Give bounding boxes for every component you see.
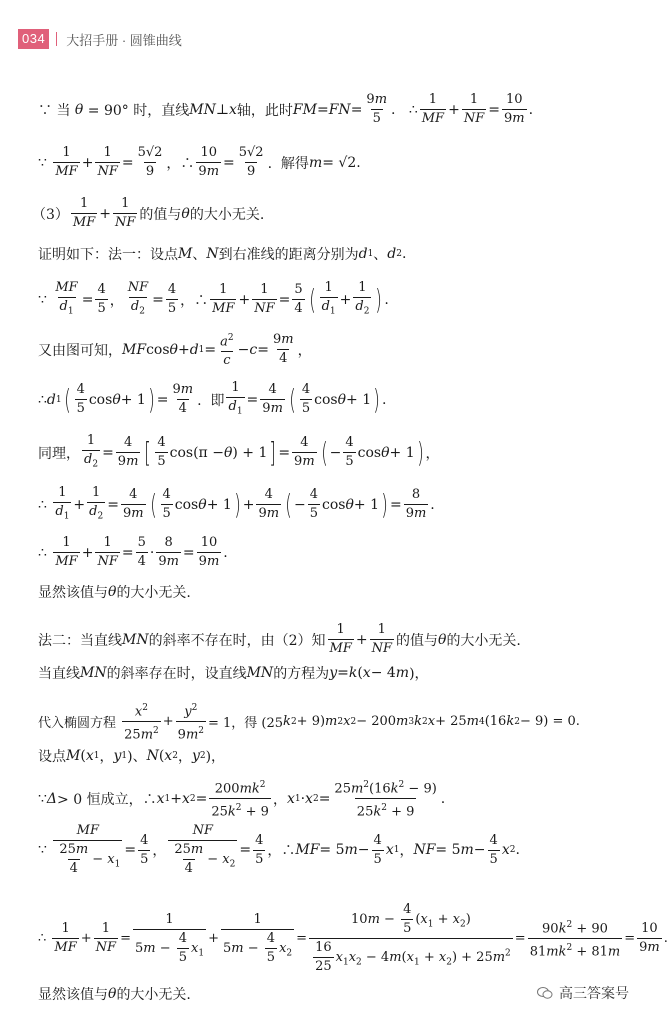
line-8: 同理， 1 $d_2$ = 4 9m [ 4 5 cos(π − θ ) + 1 ] = 4 9m ( − 4 5 cos θ + 1 ) ， (38, 433, 440, 473)
line-3: （3） 1 MF + 1 NF 的值与 θ 的大小无关. (32, 196, 265, 230)
line-7: ∴ d 1 ( 4 5 cos θ + 1 ) = 9m 4 . 即 1 $d_1$ = 4 9m ( 4 5 cos θ + 1 ) . (38, 380, 387, 420)
line-18: ∴ 1 MF + 1 NF = 1 5m − $\frac{4}{5}$ $x_1$ + 1 5m − $\frac{4}{5}$ $x_2$ = 10m − $\frac{4}{5}$ $(x_1 + x_2)$ $\frac{16}{25}$ $x_1x_2 - 4m(x_1 + x_2) + 25m^2$ = $90k^2 + 90$ $81mk^2 + 81m$ = 10 9m . (38, 902, 668, 974)
line-16: ∵ Δ > 0 恒成立，∴ x 1 + x 2 = $200mk^2$ $25k^2 + 9$ ， x 1 · x 2 = $25m^2(16k^2 - 9)$ $25k^2 + 9$ . (38, 780, 446, 820)
line-17: ∵ MF $\frac{25m}{4}$ − $x_1$ = 4 5 ， NF $\frac{25m}{4}$ − $x_2$ = 4 5 ，∴ MF = 5 m − 4 5 x 1 ， NF = 5 m − 4 5 x 2 . (38, 823, 520, 876)
line-13: 当直线 MN 的斜率存在时，设直线 MN 的方程为 y = k ( x − 4 m )， (38, 665, 429, 682)
line-4: 证明如下：法一：设点 M 、 N 到右准线的距离分别为 d 1 、 d 2 . (38, 246, 407, 263)
line-2: ∵ 1 MF + 1 NF = 5√2 9 ，∴ 10 9m = 5√2 9 . 解得 m = √2. (38, 145, 361, 179)
header-divider (56, 32, 57, 46)
line-1: ∵ 当 θ = 90° 时，直线 MN ⊥ x 轴，此时 FM = FN = 9m 5 . ∴ 1 MF + 1 NF = 10 9m . (38, 92, 534, 126)
wechat-icon (537, 986, 553, 1000)
line-12: 法二：当直线 MN 的斜率不存在时，由（2）知 1 MF + 1 NF 的值与 θ 的大小无关. (38, 622, 521, 656)
line-19: 显然该值与 θ 的大小无关. (38, 986, 191, 1003)
line-5: ∵ MF $d_1$ = 4 5 ， NF $d_2$ = 4 5 ，∴ 1 MF + 1 NF = 5 4 ( 1 $d_1$ + 1 $d_2$ ) . (38, 280, 389, 320)
page-number: 034 (18, 29, 49, 49)
book-title: 大招手册 · 圆锥曲线 (66, 32, 182, 48)
line-6: 又由图可知， MF cos θ + d 1 = $a^2$ c − c = 9m 4 ， (38, 332, 312, 369)
line-11: 显然该值与 θ 的大小无关. (38, 584, 191, 601)
watermark-text: 高三答案号 (559, 985, 629, 1001)
watermark (537, 983, 629, 1003)
line-10: ∴ 1 MF + 1 NF = 5 4 · 8 9m = 10 9m . (38, 535, 228, 569)
line-15: 设点 M ( x 1 ， y 1 )、 N ( x 2 ， y 2 )， (38, 748, 226, 765)
page-header (18, 28, 182, 50)
line-9: ∴ 1 $d_1$ + 1 $d_2$ = 4 9m ( 4 5 cos θ + 1 ) + 4 9m ( − 4 5 cos θ + 1 ) = 8 9m . (38, 485, 435, 525)
line-14: 代入椭圆方程 $x^2$ $25m^2$ + $y^2$ $9m^2$ = 1，得 (25 k 2 + 9) m 2 x 2 − 200 m 3 k 2 x + 25 m 4 (16 k 2 − 9) = 0. (38, 703, 580, 743)
